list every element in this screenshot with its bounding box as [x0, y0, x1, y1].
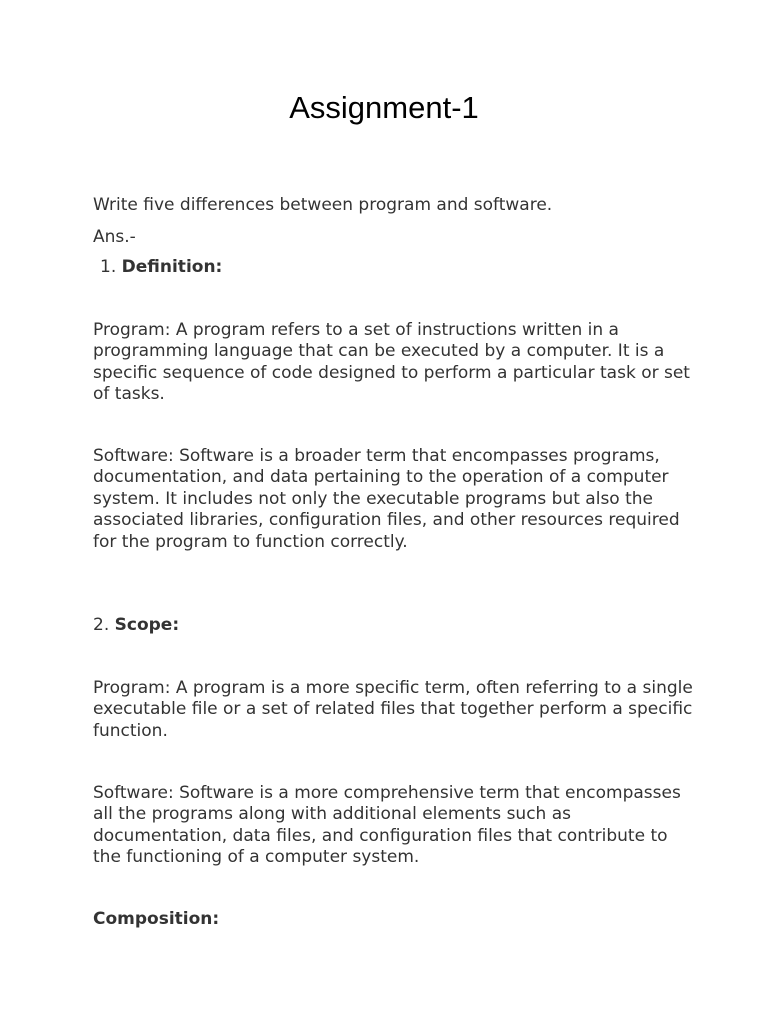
section-1-heading — [100, 257, 700, 278]
question-text: Write five differences between program and software. — [93, 195, 553, 215]
section-1-program-paragraph: Program: A program refers to a set of instructions written in a programming language that can be executed by a computer. It is a specific sequence of code designed to perform a particular task or set of tasks. — [93, 320, 690, 405]
answer-label: Ans.- — [93, 227, 136, 247]
section-2-program-paragraph: Program: A program is a more specific term, often referring to a single executable file or a set of related files that together perform a specific function. — [93, 678, 693, 741]
section-3-heading: Composition: — [93, 909, 220, 929]
section-2-number: 2. — [93, 615, 110, 635]
section-1-number: 1. — [100, 257, 117, 277]
section-1-software-paragraph: Software: Software is a broader term that encompasses programs, documentation, and data pertaining to the operation of a computer system. It includes not only the executable programs but also the associated libraries, configuration files, and other resources required for the program to function correctly. — [93, 446, 680, 552]
section-2-title: Scope: — [114, 615, 180, 635]
section-1-title: Definition: — [121, 257, 223, 277]
page-title: Assignment-1 — [289, 90, 479, 125]
section-2-heading — [93, 615, 693, 636]
section-2-software-paragraph: Software: Software is a more comprehensive term that encompasses all the programs along with additional elements such as documentation, data files, and configuration files that contribute to the functioning of a computer system. — [93, 783, 681, 868]
